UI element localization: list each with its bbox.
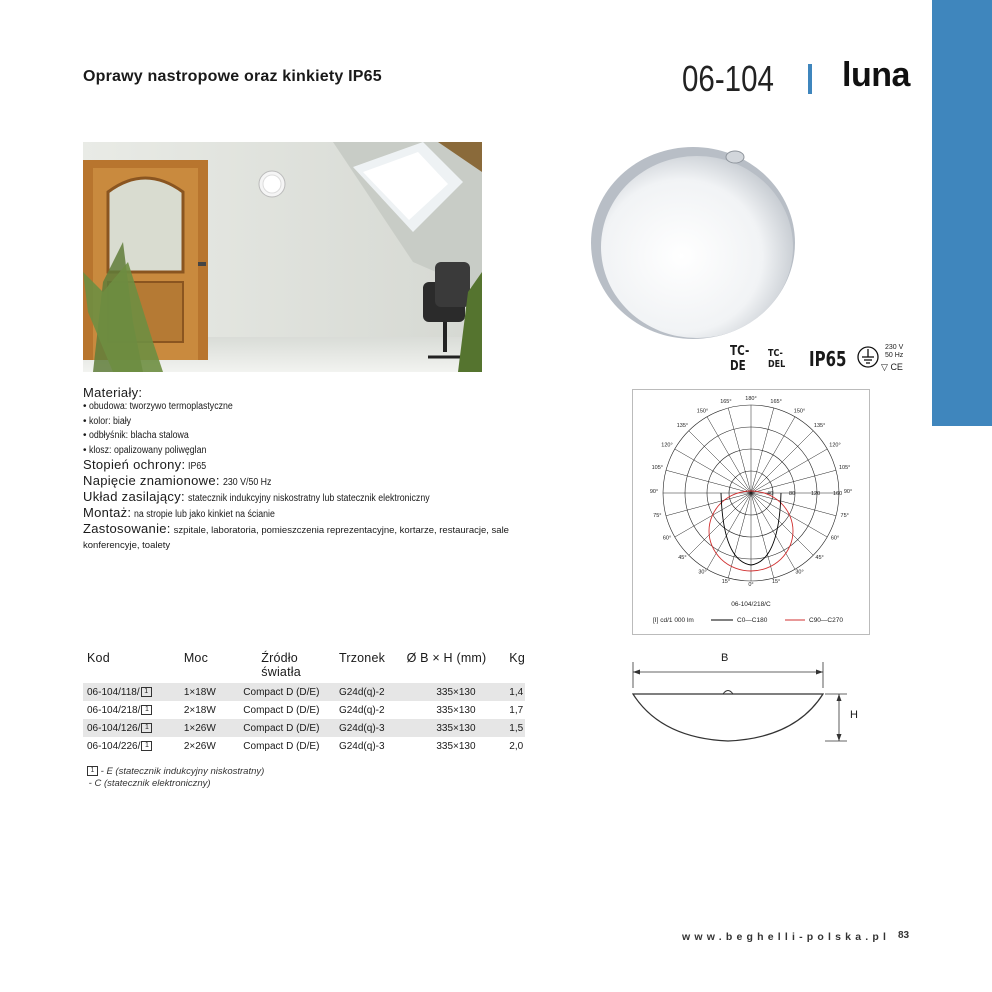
material-item: • obudowa: tworzywo termoplastyczne	[83, 401, 234, 412]
col-trzonek: Trzonek	[338, 651, 386, 665]
cell-moc: 1×18W	[180, 683, 239, 701]
footer-url[interactable]: www.beghelli-polska.pl	[682, 931, 891, 943]
cell-kg: 1,7	[509, 704, 524, 716]
cell-trzonek: G24d(q)-2	[338, 704, 385, 716]
polar-model-label: 06-104/218/C	[731, 601, 771, 608]
product-table	[83, 651, 525, 755]
variant-box-marker: 1	[141, 723, 152, 733]
cell-wymiary: 335×130	[403, 683, 506, 701]
polar-angle-label: 120°	[661, 442, 673, 449]
polar-unit-label: [I] cd/1 000 lm	[653, 617, 694, 624]
polar-angle-label: 165°	[720, 399, 732, 406]
cert-tc-del: TC-DEL	[768, 348, 786, 370]
cell-kg: 1,5	[505, 719, 525, 737]
lamp-product-image	[585, 135, 795, 340]
specifications	[83, 386, 553, 553]
table-row	[83, 737, 525, 755]
polar-angle-label: 0°	[748, 582, 754, 588]
photometric-polar-diagram	[632, 389, 870, 635]
polar-angle-label: 60°	[830, 535, 840, 542]
cell-kod: 06-104/126/ 1	[83, 719, 180, 737]
polar-angle-label: 60°	[662, 535, 672, 542]
col-moc: Moc	[183, 651, 209, 665]
dimension-drawing	[625, 650, 870, 750]
col-wymiary: Ø B × H (mm)	[406, 651, 487, 665]
f-mark-icon: ▽	[881, 362, 888, 372]
polar-radial-label: 40	[767, 491, 774, 497]
legend-c90: C90—C270	[809, 617, 843, 624]
variant-box-marker: 1	[141, 705, 152, 715]
mounting-row: Montaż: na stropie lub jako kinkiet na ścianie	[83, 505, 276, 520]
variant-box-marker: 1	[141, 741, 152, 751]
polar-angle-label: 90°	[649, 489, 659, 495]
polar-angle-label: 150°	[793, 408, 806, 415]
cell-zrodlo: Compact D (D/E)	[243, 740, 320, 752]
polar-angle-label: 165°	[770, 399, 782, 406]
legend-c0: C0—C180	[737, 617, 768, 624]
cell-kg: 2,0	[509, 740, 524, 752]
cell-zrodlo: Compact D (D/E)	[239, 683, 335, 701]
polar-radial-label: 80	[789, 491, 796, 497]
materials-heading: Materiały:	[83, 385, 143, 400]
cell-moc: 2×26W	[183, 740, 216, 752]
ce-mark: ▽ CE	[881, 362, 903, 372]
col-kod: Kod	[87, 651, 110, 665]
cell-trzonek: G24d(q)-3	[338, 740, 385, 752]
polar-radial-label: 120	[811, 491, 821, 497]
usage-row: Zastosowanie: szpitale, laboratoria, pomieszczenia reprezentacyjne, kortarze, restauracje, sale konferencyje, toalety	[83, 521, 509, 551]
polar-angle-label: 45°	[815, 554, 824, 561]
col-kg: Kg	[509, 651, 525, 665]
room-photo	[83, 142, 482, 372]
cell-wymiary: 335×130	[436, 740, 476, 752]
cell-trzonek: G24d(q)-3	[335, 719, 403, 737]
polar-angle-label: 75°	[840, 513, 849, 520]
product-name: luna	[842, 56, 910, 94]
material-item: • klosz: opalizowany poliwęglan	[83, 444, 207, 456]
dim-h-label: H	[850, 709, 858, 721]
cert-tc-de: TC-DE	[730, 344, 750, 374]
category-title: Oprawy nastropowe oraz kinkiety IP65	[83, 68, 382, 85]
protection-row: Stopień ochrony: IP65	[83, 457, 207, 472]
polar-angle-label: 30°	[795, 569, 804, 576]
material-item: • kolor: biały	[83, 415, 132, 427]
cell-moc: 1×26W	[180, 719, 239, 737]
voltage-row: Napięcie znamionowe: 230 V/50 Hz	[83, 473, 272, 488]
cell-kod: 06-104/118/ 1	[83, 683, 180, 701]
cell-zrodlo: Compact D (D/E)	[239, 719, 335, 737]
voltage-rating: 230 V 50 Hz	[885, 344, 904, 359]
cert-ip65: IP65	[808, 347, 847, 371]
polar-angle-label: 135°	[813, 423, 826, 430]
polar-angle-label: 15°	[771, 578, 781, 585]
polar-angle-label: 15°	[721, 578, 731, 585]
polar-angle-label: 120°	[829, 442, 841, 449]
polar-angle-label: 75°	[653, 513, 662, 520]
cell-trzonek: G24d(q)-2	[335, 683, 403, 701]
title-divider	[808, 64, 812, 94]
note-line: 1 - E (statecznik indukcyjny niskostratny)	[86, 766, 264, 778]
certifications	[730, 344, 879, 374]
table-row	[83, 719, 525, 737]
col-zrodlo: Źródło światła	[261, 651, 301, 679]
supply-row: Układ zasilający: statecznik indukcyjny niskostratny lub statecznik elektroniczny	[83, 489, 430, 504]
table-header-row	[83, 651, 525, 683]
cell-kg: 1,4	[505, 683, 525, 701]
polar-angle-label: 45°	[678, 554, 687, 561]
table-row	[83, 683, 525, 701]
table-notes	[86, 766, 264, 790]
cell-kod: 06-104/226/ 1	[83, 737, 180, 755]
polar-angle-label: 105°	[651, 464, 664, 471]
cell-wymiary: 335×130	[403, 719, 506, 737]
product-code: 06-104	[682, 58, 774, 99]
dim-b-label: B	[721, 652, 729, 664]
cell-zrodlo: Compact D (D/E)	[243, 704, 320, 716]
polar-angle-label: 150°	[696, 408, 709, 415]
page-number: 83	[898, 930, 910, 941]
cell-kod: 06-104/218/ 1	[83, 701, 180, 719]
table-row	[83, 701, 525, 719]
variant-box-marker: 1	[141, 687, 152, 697]
note-line: - C (statecznik elektroniczny)	[88, 778, 211, 789]
polar-angle-label: 135°	[676, 423, 689, 430]
side-color-tab	[932, 0, 992, 426]
polar-angle-label: 90°	[843, 489, 853, 495]
cell-moc: 2×18W	[183, 704, 216, 716]
material-item: • odbłyśnik: blacha stalowa	[83, 430, 190, 441]
polar-angle-label: 180°	[745, 396, 757, 402]
polar-angle-label: 30°	[698, 569, 707, 576]
earth-ground-icon	[857, 346, 879, 372]
polar-radial-label: 160	[833, 491, 843, 497]
cell-wymiary: 335×130	[436, 704, 476, 716]
polar-angle-label: 105°	[838, 464, 851, 471]
